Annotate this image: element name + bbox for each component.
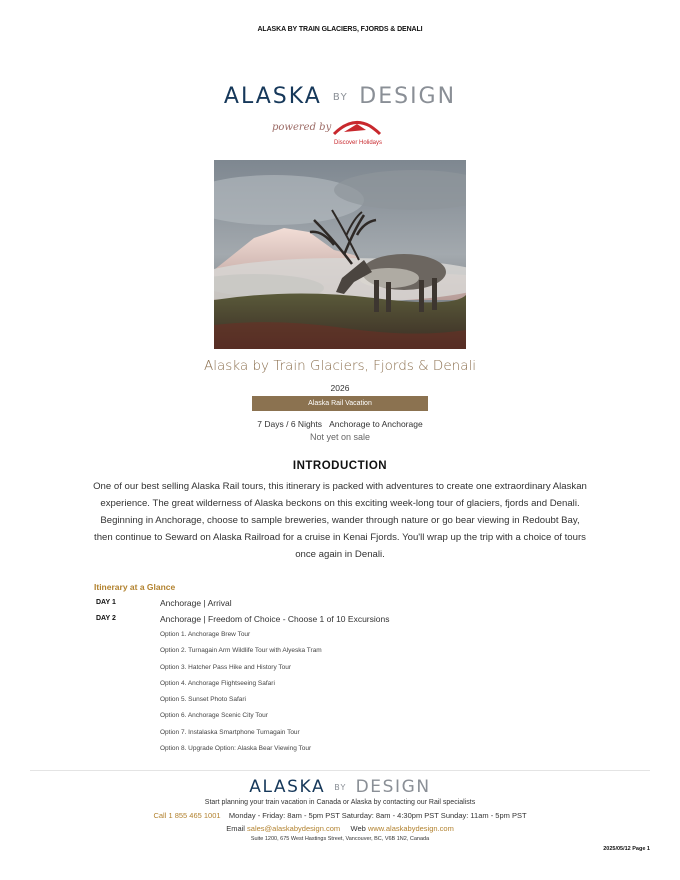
footer-tagline: Start planning your train vacation in Canada or Alaska by contacting our Rail specialists — [204, 799, 476, 806]
sale-status: Not yet on sale — [309, 432, 371, 442]
footer-address: Suite 1200, 675 West Hastings Street, Vancouver, BC, V6B 1N2, Canada — [250, 836, 430, 842]
phone-link[interactable]: Call 1 855 465 1001 — [153, 811, 221, 820]
logo-word-by: BY — [332, 91, 349, 103]
email-label: Email — [226, 824, 245, 833]
footer-divider — [30, 770, 650, 771]
powered-by-text: powered by — [272, 122, 332, 133]
email-link[interactable]: sales@alaskabydesign.com — [247, 824, 341, 833]
excursion-option: Option 6. Anchorage Scenic City Tour — [160, 712, 268, 719]
excursion-option: Option 2. Turnagain Arm Wildlife Tour with Alyeska Tram — [160, 647, 322, 654]
logo-word-alaska: ALASKA — [223, 84, 322, 109]
tour-title: Alaska by Train Glaciers, Fjords & Denali — [204, 358, 476, 374]
logo-word-by: BY — [334, 782, 347, 792]
day-label: DAY 1 — [96, 599, 116, 606]
alaska-by-design-logo — [0, 84, 680, 109]
logo-word-design: DESIGN — [355, 777, 431, 797]
day-text: Anchorage | Freedom of Choice - Choose 1 of 10 Excursions — [160, 614, 390, 624]
page-info: 2025/05/12 Page 1 — [603, 846, 650, 852]
excursion-option: Option 8. Upgrade Option: Alaska Bear Viewing Tour — [160, 745, 312, 752]
rail-vacation-badge: Alaska Rail Vacation — [252, 396, 428, 411]
introduction-heading: INTRODUCTION — [292, 460, 388, 472]
tour-meta — [0, 419, 680, 429]
excursion-option: Option 5. Sunset Photo Safari — [160, 696, 246, 703]
footer-contact-line — [0, 811, 680, 820]
powered-brand: Discover Holidays — [334, 140, 383, 146]
day-label: DAY 2 — [96, 615, 116, 622]
logo-word-design: DESIGN — [359, 84, 457, 109]
powered-by-logo — [272, 116, 402, 148]
excursion-option: Option 7. Instalaska Smartphone Turnagain Tour — [160, 729, 300, 736]
web-link[interactable]: www.alaskabydesign.com — [367, 824, 454, 833]
office-hours: Monday - Friday: 8am - 5pm PST Saturday: 8am - 4:30pm PST Sunday: 11am - 5pm PST — [228, 811, 527, 820]
logo-word-alaska: ALASKA — [249, 777, 326, 797]
excursion-option: Option 4. Anchorage Flightseeing Safari — [160, 680, 275, 687]
tour-route: Anchorage to Anchorage — [329, 419, 423, 429]
day-text: Anchorage | Arrival — [160, 598, 232, 608]
web-label: Web — [350, 824, 366, 833]
excursion-option: Option 1. Anchorage Brew Tour — [160, 631, 251, 638]
document-header: ALASKA BY TRAIN GLACIERS, FJORDS & DENALI — [257, 26, 423, 33]
footer-logo — [0, 777, 680, 797]
tour-year: 2026 — [330, 383, 350, 393]
excursion-option: Option 3. Hatcher Pass Hike and History Tour — [160, 664, 292, 671]
discover-holidays-logo-icon — [272, 116, 402, 148]
itinerary-glance-heading: Itinerary at a Glance — [94, 582, 176, 592]
tour-duration: 7 Days / 6 Nights — [257, 419, 323, 429]
hero-caribou-photo — [214, 160, 466, 349]
introduction-text: One of our best selling Alaska Rail tours, this itinerary is packed with adventures to create one extraordinary Alaskan experience. The great wilderness of Alaska beckons on this exciting week-long tour of glaciers, fjords and Denali. Beginning in Anchorage, choose to sample breweries, wander through nature or go bear viewing in Redoubt Bay, then continue to Seward on Alaska Railroad for a cruise in Kenai Fjords. You'll wrap up the trip with a choice of tours once again in Denali. — [93, 481, 587, 560]
footer-email-web — [0, 824, 680, 833]
